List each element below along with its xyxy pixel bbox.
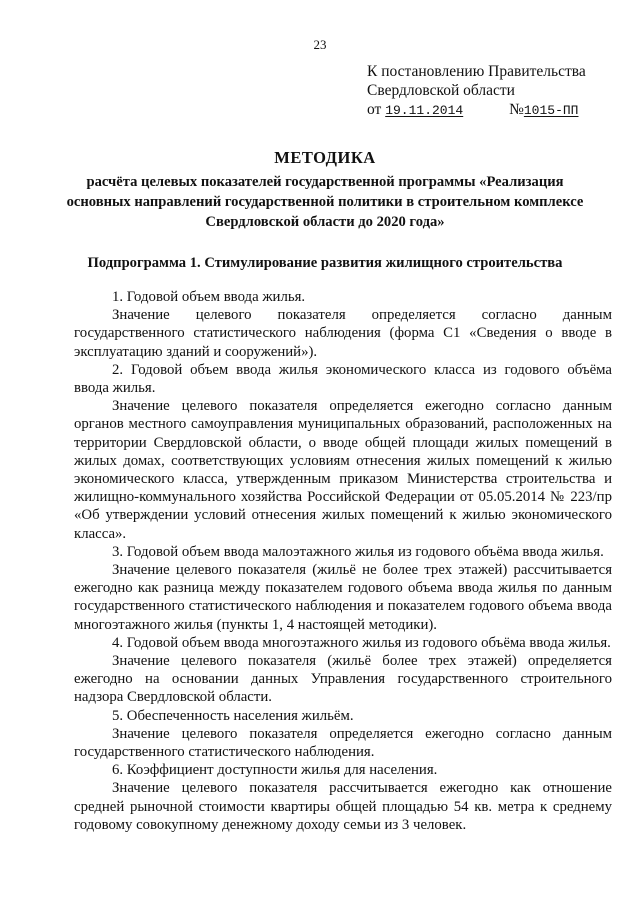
paragraph-item-2-description: Значение целевого показателя определяется ежегодно согласно данным органов местного самоуправления муниципальных образований, расположенных на территории Свердловской области, о вводе общей площади жилых помещений в жилых домах, соответствующих условиям отнесения жилых помещений к жилью экономического класса, утвержденным приказом Министерства строительства и жилищно-коммунального хозяйства Российской Федерации от 05.05.2014 № 223/пр «Об утверждении условий отнесения жилых помещений к жилью экономического класса». — [74, 398, 612, 542]
paragraph-item-4-heading: 4. Годовой объем ввода многоэтажного жилья из годового объёма ввода жилья. — [112, 634, 611, 651]
approval-block — [367, 62, 627, 120]
paragraph-item-2-heading: 2. Годовой объем ввода жилья экономического класса из годового объёма ввода жилья. — [74, 361, 612, 397]
paragraph-item-5-heading: 5. Обеспеченность населения жильём. — [112, 707, 354, 724]
approval-number: 1015-ПП — [523, 103, 579, 118]
paragraph-item-6-heading: 6. Коэффициент доступности жилья для населения. — [112, 762, 438, 779]
page-number: 23 — [313, 37, 327, 52]
approval-date: 19.11.2014 — [385, 103, 464, 118]
paragraph-item-5-description: Значение целевого показателя определяется ежегодно согласно данным государственного статистического наблюдения. — [74, 725, 612, 761]
document-title-block — [60, 148, 590, 232]
document-subtitle: расчёта целевых показателей государственной программы «Реализация основных направлений государственной политики в строительном комплексе Свердловской области до 2020 года» — [66, 174, 584, 230]
approval-line-1: К постановлению Правительства — [367, 63, 586, 80]
paragraph-item-6-description: Значение целевого показателя рассчитывается ежегодно как отношение средней рыночной стоимости квартиры общей площадью 54 кв. метра к среднему годовому совокупному денежному доходу семьи из 3 человек. — [74, 780, 612, 833]
paragraph-item-3-heading: 3. Годовой объем ввода малоэтажного жилья из годового объёма ввода жилья. — [112, 543, 604, 560]
subprogram-heading: Подпрограмма 1. Стимулирование развития жилищного строительства — [87, 255, 563, 271]
approval-number-label: № — [509, 101, 524, 118]
paragraph-item-1-description: Значение целевого показателя определяется согласно данным государственного статистического наблюдения (форма С1 «Сведения о вводе в эксплуатацию зданий и сооружений»). — [74, 307, 612, 360]
document-title: МЕТОДИКА — [274, 148, 376, 167]
paragraph-item-3-description: Значение целевого показателя (жильё не более трех этажей) рассчитывается ежегодно как разница между показателем годового объема ввода жилья по данным государственного статистического наблюдения и показателем годового объема ввода многоэтажного жилья (пункты 1, 4 настоящей методики). — [74, 562, 612, 633]
approval-reference-line — [367, 100, 627, 120]
approval-line-2: Свердловской области — [367, 82, 515, 99]
body-text — [74, 288, 612, 834]
approval-from-label: от — [367, 101, 382, 118]
paragraph-item-1-heading: 1. Годовой объем ввода жилья. — [112, 289, 306, 305]
paragraph-item-4-description: Значение целевого показателя (жильё более трех этажей) определяется ежегодно на основании данных Управления государственного строительного надзора Свердловской области. — [74, 653, 612, 706]
